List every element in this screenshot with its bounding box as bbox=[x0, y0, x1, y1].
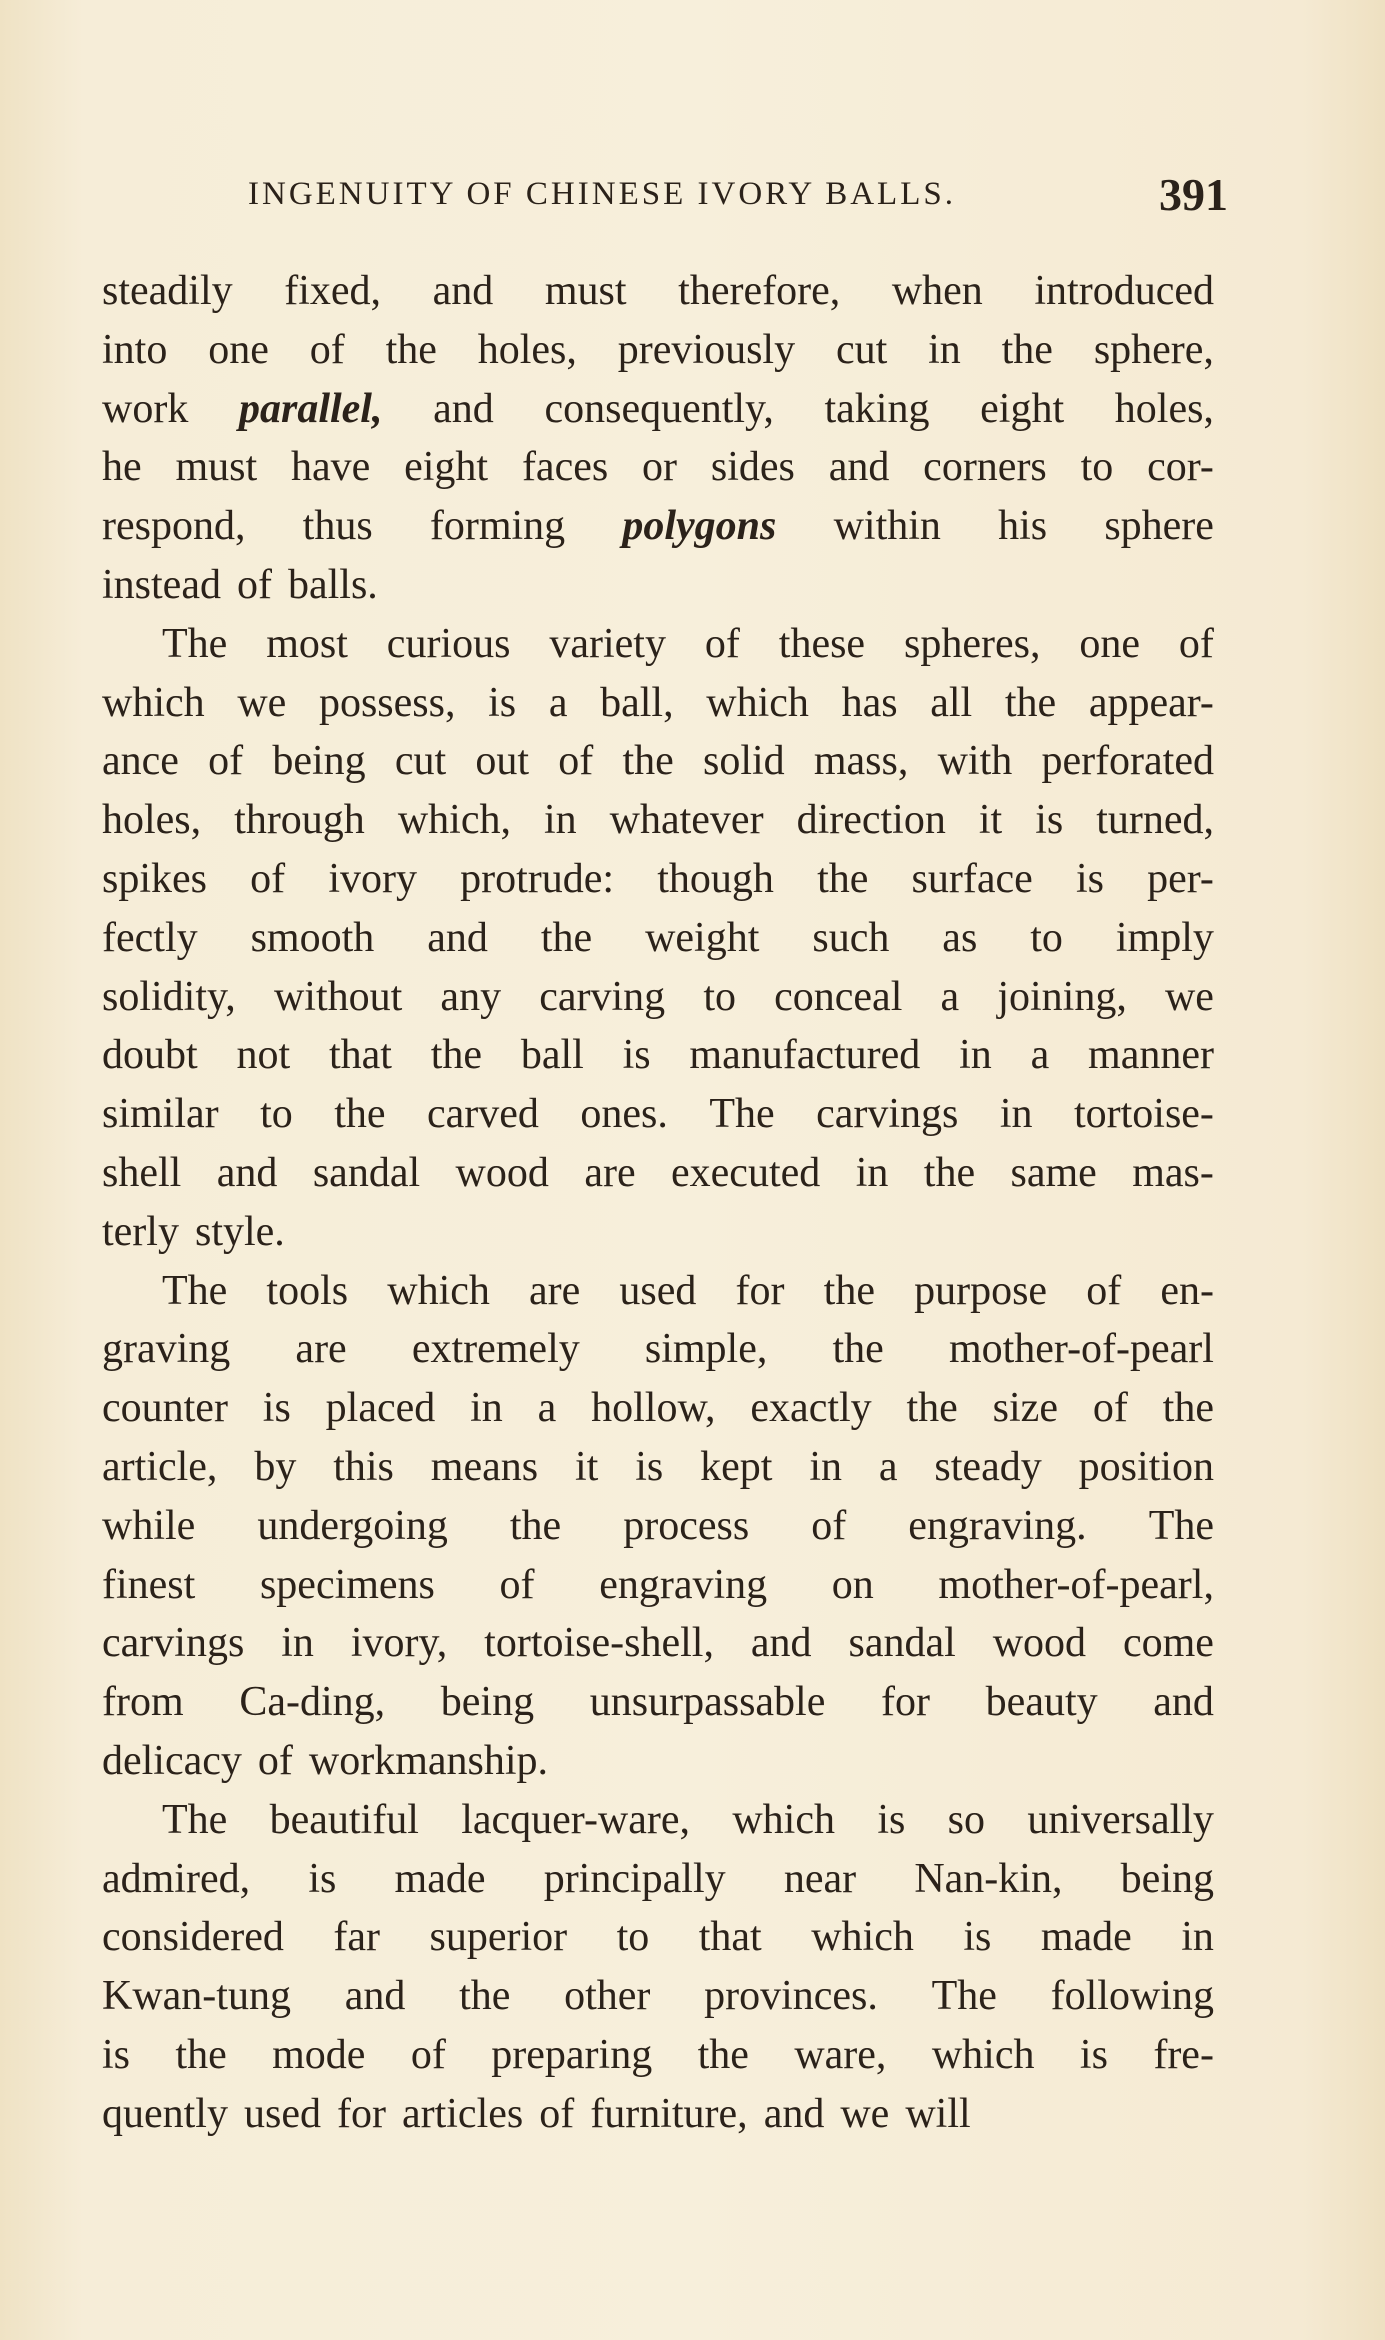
page-number: 391 bbox=[1159, 169, 1228, 220]
word: being bbox=[440, 1679, 535, 1726]
word: to bbox=[1030, 914, 1063, 961]
word: of bbox=[558, 738, 594, 785]
word: the bbox=[817, 855, 869, 902]
text-line bbox=[102, 1144, 1214, 1203]
word: is bbox=[102, 2031, 131, 2078]
word: is bbox=[622, 1032, 651, 1079]
word: holes, bbox=[1114, 385, 1214, 432]
word: in bbox=[1181, 1914, 1214, 1961]
word: a bbox=[548, 679, 568, 726]
word: balls. bbox=[287, 561, 378, 608]
word: instead bbox=[102, 561, 221, 608]
word: eight bbox=[404, 444, 489, 491]
word: terly bbox=[102, 1208, 179, 1255]
text-line bbox=[102, 1850, 1214, 1909]
word: kept bbox=[700, 1443, 773, 1490]
word: a bbox=[940, 973, 960, 1020]
text-line bbox=[102, 1732, 1214, 1791]
word: Ca-ding, bbox=[239, 1679, 386, 1726]
word: so bbox=[947, 1796, 985, 1843]
text-line bbox=[102, 674, 1214, 733]
text-line bbox=[102, 1673, 1214, 1732]
word: size bbox=[992, 1385, 1058, 1432]
word: admired, bbox=[102, 1855, 251, 1902]
word: beauty bbox=[985, 1679, 1098, 1726]
word: fixed, bbox=[284, 268, 382, 314]
word: steadily bbox=[102, 268, 233, 314]
word: will bbox=[905, 2090, 971, 2137]
word: is bbox=[1075, 855, 1104, 902]
word: curious bbox=[386, 620, 511, 667]
word: without bbox=[273, 973, 403, 1020]
word: through bbox=[234, 797, 365, 844]
word: on bbox=[831, 1561, 874, 1608]
word: and bbox=[344, 1973, 406, 2020]
word: weight bbox=[645, 914, 760, 961]
word: of bbox=[1086, 1267, 1122, 1314]
word: carvings bbox=[816, 1091, 959, 1138]
text-line bbox=[102, 968, 1214, 1027]
text-line bbox=[102, 791, 1214, 850]
text-line bbox=[102, 1320, 1214, 1379]
word: specimens bbox=[259, 1561, 435, 1608]
word: the bbox=[385, 326, 437, 373]
word: we bbox=[237, 679, 287, 726]
text-line bbox=[102, 556, 1214, 615]
word: and bbox=[763, 2090, 825, 2137]
word: ones. bbox=[580, 1091, 668, 1138]
word: beautiful bbox=[269, 1796, 419, 1843]
word: spikes bbox=[102, 855, 207, 902]
text-line bbox=[102, 1085, 1214, 1144]
text-line bbox=[102, 1438, 1214, 1497]
word: while bbox=[102, 1502, 196, 1549]
word: mother-of-pearl bbox=[948, 1326, 1214, 1373]
word: the bbox=[906, 1385, 958, 1432]
word: Nan-kin, bbox=[914, 1855, 1063, 1902]
word: The bbox=[1148, 1502, 1214, 1549]
word: the bbox=[509, 1502, 562, 1549]
word: protrude: bbox=[460, 855, 615, 902]
word: which, bbox=[397, 797, 511, 844]
word: made bbox=[1040, 1914, 1132, 1961]
word: for bbox=[735, 1267, 785, 1314]
word: from bbox=[102, 1679, 184, 1726]
word: fectly bbox=[102, 914, 198, 961]
word: sphere bbox=[1104, 503, 1214, 550]
word: therefore, bbox=[678, 268, 841, 314]
word: of bbox=[309, 326, 345, 373]
word: of bbox=[236, 561, 272, 608]
word: tortoise- bbox=[1073, 1091, 1214, 1138]
word: polygons bbox=[622, 503, 777, 550]
word: possess, bbox=[318, 679, 456, 726]
word: en- bbox=[1160, 1267, 1214, 1314]
word: simple, bbox=[644, 1326, 768, 1373]
text-line bbox=[102, 1556, 1214, 1615]
text-line bbox=[102, 321, 1214, 380]
word: is bbox=[262, 1385, 291, 1432]
word: cut bbox=[394, 738, 447, 785]
word: must bbox=[175, 444, 258, 491]
word: made bbox=[394, 1855, 486, 1902]
running-title: INGENUITY OF CHINESE IVORY BALLS. bbox=[248, 176, 956, 212]
word: ance bbox=[102, 738, 179, 785]
word: variety bbox=[549, 620, 666, 667]
word: cut bbox=[835, 326, 888, 373]
word: most bbox=[266, 620, 348, 667]
running-head bbox=[248, 168, 1228, 228]
word: introduced bbox=[1034, 268, 1214, 314]
word: a bbox=[878, 1443, 898, 1490]
word: consequently, bbox=[544, 385, 774, 432]
word: the bbox=[832, 1326, 884, 1373]
word: come bbox=[1122, 1620, 1214, 1667]
text-line bbox=[102, 1497, 1214, 1556]
word: and bbox=[216, 1149, 278, 1196]
word: a bbox=[537, 1385, 557, 1432]
word: in bbox=[809, 1443, 842, 1490]
word: means bbox=[430, 1443, 539, 1490]
word: provinces. bbox=[704, 1973, 878, 2020]
word: surface bbox=[911, 855, 1033, 902]
word: imply bbox=[1115, 914, 1214, 961]
word: is bbox=[1035, 797, 1064, 844]
word: turned, bbox=[1096, 797, 1214, 844]
word: such bbox=[812, 914, 890, 961]
word: and bbox=[432, 268, 494, 314]
word: in bbox=[470, 1385, 503, 1432]
text-line bbox=[102, 1379, 1214, 1438]
word: engraving. bbox=[908, 1502, 1087, 1549]
word: he bbox=[102, 444, 142, 491]
text-line bbox=[102, 1791, 1214, 1850]
word: shell bbox=[102, 1149, 182, 1196]
word: steady bbox=[934, 1443, 1042, 1490]
word: used bbox=[243, 2090, 321, 2137]
word: the bbox=[459, 1973, 511, 2020]
word: the bbox=[1001, 326, 1053, 373]
word: near bbox=[783, 1855, 857, 1902]
word: used bbox=[619, 1267, 697, 1314]
word: ivory, bbox=[350, 1620, 448, 1667]
text-line bbox=[102, 2085, 1214, 2144]
word: of bbox=[208, 738, 244, 785]
word: the bbox=[175, 2031, 227, 2078]
word: of bbox=[1178, 620, 1214, 667]
text-line bbox=[102, 497, 1214, 556]
word: respond, bbox=[102, 503, 246, 550]
word: all bbox=[930, 679, 973, 726]
text-line bbox=[102, 2026, 1214, 2085]
word: his bbox=[998, 503, 1048, 550]
word: process bbox=[623, 1502, 750, 1549]
word: carved bbox=[427, 1091, 539, 1138]
word: direction bbox=[796, 797, 946, 844]
word: these bbox=[778, 620, 866, 667]
word: engraving bbox=[599, 1561, 768, 1608]
word: articles bbox=[401, 2090, 524, 2137]
word: or bbox=[642, 444, 678, 491]
word: holes, bbox=[102, 797, 202, 844]
word: is bbox=[308, 1855, 337, 1902]
word: is bbox=[877, 1796, 906, 1843]
word: of bbox=[704, 620, 740, 667]
text-line bbox=[102, 615, 1214, 674]
word: of bbox=[257, 1737, 293, 1784]
word: universally bbox=[1027, 1796, 1214, 1843]
word: in bbox=[855, 1149, 889, 1196]
word: with bbox=[937, 738, 1013, 785]
word: ball bbox=[520, 1032, 584, 1079]
word: in bbox=[959, 1032, 992, 1079]
word: tools bbox=[266, 1267, 349, 1314]
word: style. bbox=[194, 1208, 285, 1255]
word: and bbox=[750, 1620, 812, 1667]
word: sandal bbox=[848, 1620, 956, 1667]
word: which bbox=[102, 679, 205, 726]
word: for bbox=[881, 1679, 931, 1726]
text-line bbox=[102, 262, 1214, 321]
word: which bbox=[732, 1796, 835, 1843]
word: ball, bbox=[600, 679, 674, 726]
text-line bbox=[102, 1908, 1214, 1967]
word: carvings bbox=[102, 1620, 245, 1667]
text-line bbox=[102, 909, 1214, 968]
body-text bbox=[102, 262, 1214, 2144]
word: and bbox=[433, 385, 494, 432]
word: The bbox=[162, 620, 228, 667]
text-line bbox=[102, 732, 1214, 791]
word: ware, bbox=[794, 2031, 887, 2078]
word: by bbox=[254, 1443, 297, 1490]
word: same bbox=[1010, 1149, 1097, 1196]
word: the bbox=[334, 1091, 386, 1138]
word: work bbox=[102, 385, 189, 432]
word: conceal bbox=[774, 973, 903, 1020]
word: out bbox=[475, 738, 530, 785]
word: preparing bbox=[491, 2031, 653, 2078]
word: of bbox=[410, 2031, 446, 2078]
word: and bbox=[1153, 1679, 1214, 1726]
word: not bbox=[236, 1032, 291, 1079]
word: hollow, bbox=[591, 1385, 716, 1432]
word: wood bbox=[992, 1620, 1087, 1667]
word: sphere, bbox=[1093, 326, 1214, 373]
word: doubt bbox=[102, 1032, 198, 1079]
word: sandal bbox=[312, 1149, 421, 1196]
word: are bbox=[584, 1149, 636, 1196]
word: furniture, bbox=[590, 2090, 748, 2137]
word: the bbox=[540, 914, 593, 961]
word: workmanship. bbox=[308, 1737, 549, 1784]
word: whatever bbox=[609, 797, 764, 844]
word: in bbox=[543, 797, 577, 844]
word: one bbox=[208, 326, 269, 373]
word: The bbox=[931, 1973, 997, 2020]
word: the bbox=[823, 1267, 875, 1314]
word: considered bbox=[102, 1914, 284, 1961]
word: of bbox=[250, 855, 286, 902]
word: of bbox=[499, 1561, 535, 1608]
word: the bbox=[923, 1149, 976, 1196]
word: Kwan-tung bbox=[102, 1973, 291, 2020]
word: are bbox=[295, 1326, 347, 1373]
text-line bbox=[102, 1614, 1214, 1673]
word: one bbox=[1079, 620, 1141, 667]
text-line bbox=[102, 850, 1214, 909]
word: to bbox=[1080, 444, 1114, 491]
word: though bbox=[657, 855, 774, 902]
word: superior bbox=[429, 1914, 568, 1961]
word: unsurpassable bbox=[589, 1679, 826, 1726]
word: cor- bbox=[1147, 444, 1214, 491]
word: principally bbox=[543, 1855, 726, 1902]
word: The bbox=[162, 1796, 228, 1843]
word: mass, bbox=[813, 738, 909, 785]
word: is bbox=[1079, 2031, 1108, 2078]
word: in bbox=[999, 1091, 1033, 1138]
word: far bbox=[333, 1914, 381, 1961]
word: other bbox=[564, 1973, 651, 2020]
word: in bbox=[928, 326, 961, 373]
word: position bbox=[1078, 1443, 1214, 1490]
word: article, bbox=[102, 1443, 218, 1490]
word: executed bbox=[671, 1149, 821, 1196]
text-line bbox=[102, 1262, 1214, 1321]
word: parallel, bbox=[238, 385, 383, 432]
word: graving bbox=[102, 1326, 231, 1373]
word: is bbox=[488, 679, 517, 726]
word: to bbox=[616, 1914, 650, 1961]
word: of bbox=[811, 1502, 847, 1549]
word: quently bbox=[102, 2090, 228, 2137]
text-line bbox=[102, 380, 1214, 439]
word: to bbox=[260, 1091, 293, 1138]
word: placed bbox=[325, 1385, 436, 1432]
word: that bbox=[698, 1914, 762, 1961]
word: holes, bbox=[477, 326, 577, 373]
word: this bbox=[333, 1443, 394, 1490]
word: corners bbox=[923, 444, 1047, 491]
word: manner bbox=[1088, 1032, 1214, 1079]
word: following bbox=[1050, 1973, 1214, 2020]
word: the bbox=[1004, 679, 1057, 726]
word: lacquer-ware, bbox=[461, 1796, 691, 1843]
word: faces bbox=[521, 444, 609, 491]
word: ivory bbox=[328, 855, 417, 902]
word: into bbox=[102, 326, 168, 373]
word: we bbox=[1164, 973, 1214, 1020]
word: is bbox=[963, 1914, 992, 1961]
word: wood bbox=[455, 1149, 549, 1196]
word: when bbox=[891, 268, 983, 314]
word: being bbox=[272, 738, 366, 785]
word: The bbox=[162, 1267, 228, 1314]
word: sides bbox=[710, 444, 795, 491]
word: it bbox=[574, 1443, 599, 1490]
word: finest bbox=[102, 1561, 196, 1608]
word: of bbox=[1092, 1385, 1128, 1432]
word: any bbox=[440, 973, 502, 1020]
word: exactly bbox=[750, 1385, 872, 1432]
word: eight bbox=[980, 385, 1065, 432]
word: which bbox=[811, 1914, 914, 1961]
word: undergoing bbox=[257, 1502, 448, 1549]
text-line bbox=[102, 1203, 1214, 1262]
word: extremely bbox=[411, 1326, 580, 1373]
word: similar bbox=[102, 1091, 219, 1138]
word: mother-of-pearl, bbox=[938, 1561, 1214, 1608]
word: the bbox=[430, 1032, 483, 1079]
word: has bbox=[841, 679, 898, 726]
word: purpose bbox=[914, 1267, 1048, 1314]
word: smooth bbox=[250, 914, 375, 961]
word: it bbox=[978, 797, 1003, 844]
word: which bbox=[706, 679, 809, 726]
word: thus bbox=[302, 503, 373, 550]
word: fre- bbox=[1153, 2031, 1214, 2078]
word: which bbox=[387, 1267, 490, 1314]
word: The bbox=[709, 1091, 775, 1138]
word: mas- bbox=[1132, 1149, 1214, 1196]
word: and bbox=[427, 914, 488, 961]
word: solid bbox=[702, 738, 785, 785]
word: appear- bbox=[1088, 679, 1214, 726]
word: spheres, bbox=[903, 620, 1041, 667]
word: being bbox=[1120, 1855, 1214, 1902]
word: forming bbox=[429, 503, 566, 550]
word: manufactured bbox=[689, 1032, 921, 1079]
word: joining, bbox=[997, 973, 1127, 1020]
word: delicacy bbox=[102, 1737, 242, 1784]
word: solidity, bbox=[102, 973, 236, 1020]
word: for bbox=[336, 2090, 386, 2137]
text-line bbox=[102, 438, 1214, 497]
word: the bbox=[697, 2031, 749, 2078]
word: the bbox=[622, 738, 674, 785]
word: in bbox=[281, 1620, 314, 1667]
text-line bbox=[102, 1026, 1214, 1085]
word: carving bbox=[539, 973, 666, 1020]
word: is bbox=[635, 1443, 664, 1490]
text-line bbox=[102, 1967, 1214, 2026]
word: which bbox=[931, 2031, 1035, 2078]
word: we bbox=[840, 2090, 890, 2137]
word: have bbox=[291, 444, 371, 491]
word: tortoise-shell, bbox=[484, 1620, 714, 1667]
word: as bbox=[942, 914, 978, 961]
word: and bbox=[828, 444, 890, 491]
word: to bbox=[703, 973, 736, 1020]
word: taking bbox=[824, 385, 930, 432]
word: within bbox=[833, 503, 941, 550]
word: must bbox=[544, 268, 627, 314]
word: previously bbox=[617, 326, 796, 373]
word: mode bbox=[272, 2031, 366, 2078]
word: of bbox=[539, 2090, 575, 2137]
word: a bbox=[1030, 1032, 1050, 1079]
word: counter bbox=[102, 1385, 228, 1432]
word: that bbox=[328, 1032, 392, 1079]
word: per- bbox=[1147, 855, 1214, 902]
word: perforated bbox=[1041, 738, 1214, 785]
word: are bbox=[529, 1267, 581, 1314]
word: the bbox=[1162, 1385, 1214, 1432]
